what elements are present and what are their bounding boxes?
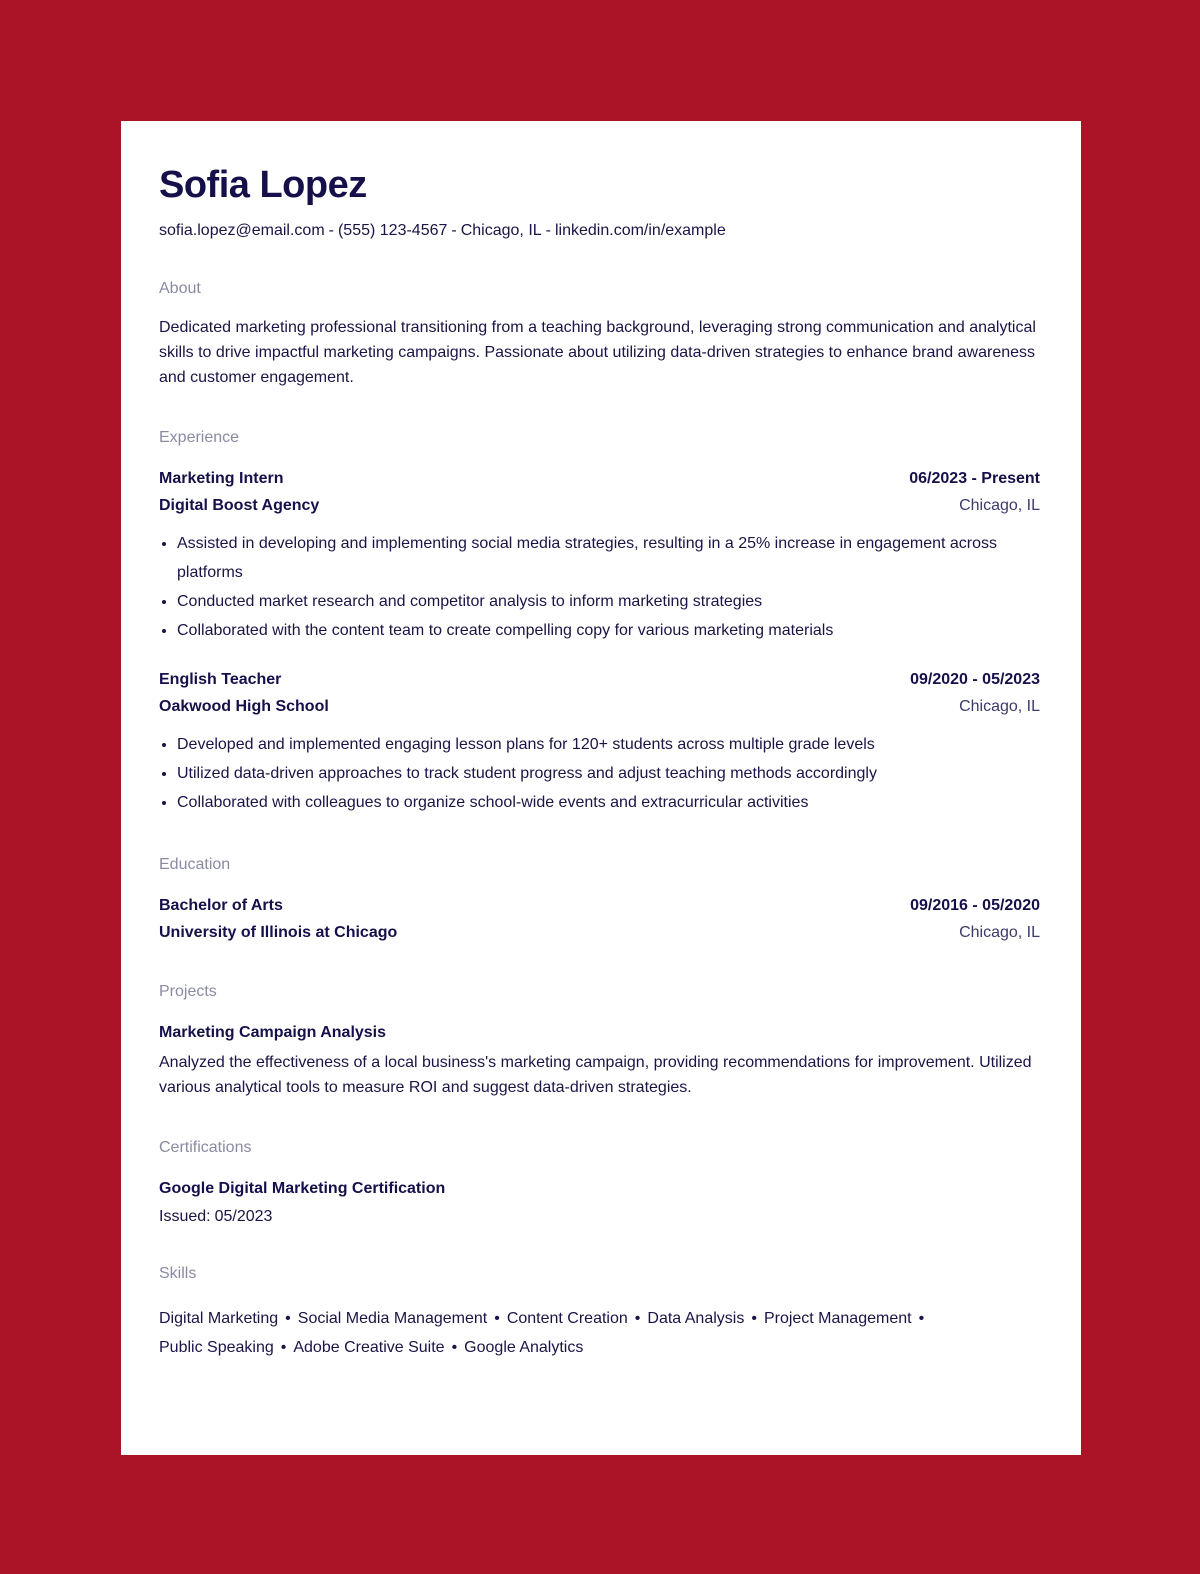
company-name: Digital Boost Agency	[159, 497, 320, 514]
skill-item: Digital Marketing	[159, 1310, 279, 1327]
skills-list	[159, 1304, 1009, 1362]
experience-section	[159, 428, 1040, 817]
bullet-item: • Collaborated with the content team to create compelling copy for various marketing materials	[177, 616, 1040, 645]
bullet-item: • Assisted in developing and implementing social media strategies, resulting in a 25% increase in engagement across platforms	[177, 529, 1040, 587]
contact-separator: -	[545, 222, 551, 239]
education-dates: 09/2016 - 05/2020	[910, 897, 1040, 914]
job-bullets	[159, 730, 1040, 817]
skill-item: Google Analytics	[464, 1339, 584, 1356]
skill-item: Content Creation	[506, 1310, 628, 1327]
experience-heading: Experience	[159, 429, 240, 446]
project-title: Marketing Campaign Analysis	[159, 1024, 387, 1041]
education-entry	[159, 895, 1040, 944]
about-text: Dedicated marketing professional transitioning from a teaching background, leveraging strong communication and analytical skills to drive impactful marketing campaigns. Passionate about utilizing data-driven strategies to enhance brand awareness and customer engagement.	[159, 319, 1036, 386]
skill-separator: •	[751, 1310, 757, 1327]
school-location: Chicago, IL	[959, 924, 1040, 941]
issued-label: Issued:	[159, 1208, 211, 1225]
job-bullets	[159, 529, 1040, 645]
bullet-item: • Conducted market research and competitor analysis to inform marketing strategies	[177, 587, 1040, 616]
skill-item: Social Media Management	[297, 1310, 488, 1327]
contact-linkedin: linkedin.com/in/example	[554, 222, 726, 239]
skill-separator: •	[280, 1339, 287, 1356]
contact-phone: (555) 123-4567	[337, 222, 448, 239]
skill-separator: •	[634, 1310, 641, 1327]
projects-heading: Projects	[159, 983, 217, 1000]
bullet-item: • Collaborated with colleagues to organize school-wide events and extracurricular activities	[177, 788, 1040, 817]
education-heading: Education	[159, 856, 231, 873]
experience-entry	[159, 468, 1040, 645]
skill-item: Public Speaking	[159, 1339, 274, 1356]
project-description: Analyzed the effectiveness of a local business's marketing campaign, providing recommendations for improvement. Utilized various analytical tools to measure ROI and suggest data-driven strategies.	[159, 1054, 1032, 1096]
job-title: Marketing Intern	[159, 470, 284, 487]
skill-separator: •	[285, 1310, 291, 1327]
job-dates: 09/2020 - 05/2023	[910, 671, 1040, 688]
job-location: Chicago, IL	[959, 497, 1040, 514]
bullet-item: • Utilized data-driven approaches to track student progress and adjust teaching methods accordingly	[177, 759, 1040, 788]
certifications-heading: Certifications	[159, 1139, 252, 1156]
education-section	[159, 855, 1040, 944]
skill-item: Adobe Creative Suite	[293, 1339, 445, 1356]
contact-email: sofia.lopez@email.com	[159, 222, 325, 239]
company-name: Oakwood High School	[159, 698, 329, 715]
contact-location: Chicago, IL	[460, 222, 542, 239]
skill-separator: •	[918, 1310, 925, 1327]
bullet-item: • Developed and implemented engaging lesson plans for 120+ students across multiple grade levels	[177, 730, 1040, 759]
about-section	[159, 279, 1040, 390]
candidate-name: Sofia Lopez	[159, 164, 367, 206]
about-heading: About	[159, 280, 201, 297]
skill-separator: •	[451, 1339, 458, 1356]
job-title: English Teacher	[159, 671, 282, 688]
job-location: Chicago, IL	[959, 698, 1040, 715]
certifications-section	[159, 1138, 1040, 1228]
contact-separator: -	[451, 222, 457, 239]
projects-section	[159, 982, 1040, 1100]
experience-entry	[159, 669, 1040, 817]
skills-heading: Skills	[159, 1265, 197, 1282]
certification-issued	[159, 1206, 1040, 1228]
certification-name: Google Digital Marketing Certification	[159, 1180, 446, 1197]
skills-section	[159, 1264, 1040, 1362]
skill-separator: •	[494, 1310, 500, 1327]
school-name: University of Illinois at Chicago	[159, 924, 398, 941]
job-dates: 06/2023 - Present	[909, 470, 1040, 487]
skill-item: Project Management	[763, 1310, 912, 1327]
degree-name: Bachelor of Arts	[159, 897, 283, 914]
contact-separator: -	[328, 222, 334, 239]
skill-item: Data Analysis	[647, 1310, 745, 1327]
issued-date: 05/2023	[214, 1208, 273, 1225]
contact-line	[159, 221, 1040, 241]
resume-page	[121, 121, 1081, 1455]
